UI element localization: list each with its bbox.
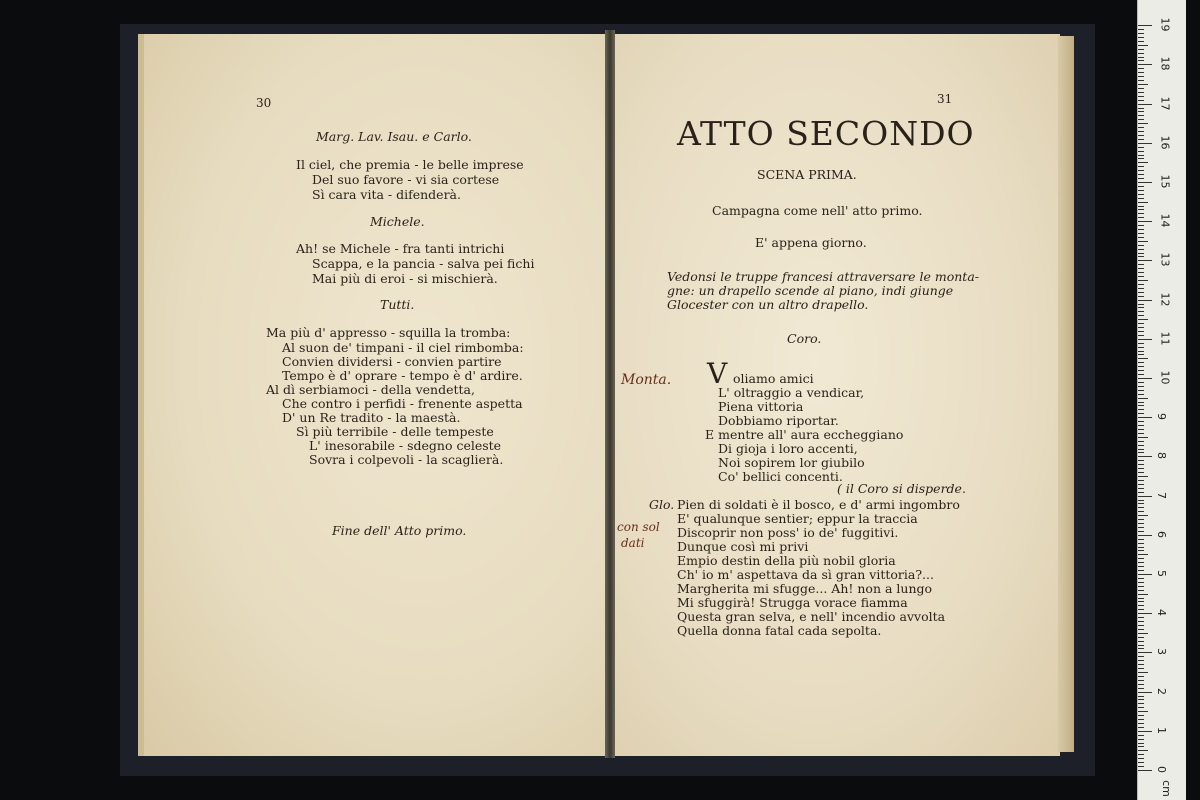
- ruler-tick: [1138, 613, 1152, 614]
- ruler-tick: [1138, 633, 1148, 634]
- verse-line: Co' bellici concenti.: [718, 469, 843, 484]
- ruler-number: 3: [1155, 648, 1168, 656]
- ruler-tick: [1138, 300, 1152, 301]
- ruler-tick: [1138, 33, 1144, 34]
- ruler-tick: [1138, 366, 1144, 367]
- ruler-tick: [1138, 605, 1144, 606]
- ruler-tick: [1138, 96, 1144, 97]
- ruler-tick: [1138, 104, 1152, 105]
- ruler-tick: [1138, 680, 1144, 681]
- ruler-tick: [1138, 594, 1148, 595]
- ruler-tick: [1138, 123, 1148, 124]
- verse-line: Di gioja i loro accenti,: [718, 441, 858, 456]
- ruler-tick: [1138, 327, 1144, 328]
- ruler-number: 17: [1158, 96, 1172, 111]
- speaker-heading: Tutti.: [380, 297, 415, 312]
- ruler-tick: [1138, 158, 1144, 159]
- ruler-number: 13: [1158, 252, 1172, 267]
- verse-line: Quella donna fatal cada sepolta.: [677, 623, 882, 638]
- ruler-tick: [1138, 754, 1144, 755]
- ruler-tick: [1138, 598, 1144, 599]
- ruler-tick: [1138, 343, 1144, 344]
- verse-line: Empio destin della più nobil gloria: [677, 553, 896, 568]
- speaker-heading: Marg. Lav. Isau. e Carlo.: [316, 129, 472, 144]
- ruler-tick: [1138, 268, 1144, 269]
- ruler-tick: [1138, 190, 1144, 191]
- ruler-tick: [1138, 253, 1144, 254]
- ruler-tick: [1138, 688, 1144, 689]
- ruler-tick: [1138, 696, 1144, 697]
- ruler-tick: [1138, 256, 1144, 257]
- ruler-tick: [1138, 370, 1144, 371]
- ruler-tick: [1138, 566, 1144, 567]
- ruler-tick: [1138, 519, 1144, 520]
- ruler-tick: [1138, 676, 1144, 677]
- handwritten-note: Monta.: [621, 372, 672, 388]
- ruler-tick: [1138, 45, 1148, 46]
- measuring-ruler: [1137, 0, 1186, 800]
- ruler-number: 5: [1155, 570, 1168, 577]
- ruler-tick: [1138, 437, 1148, 438]
- ruler-tick: [1138, 668, 1144, 669]
- ruler-tick: [1138, 182, 1152, 183]
- ruler-tick: [1138, 304, 1144, 305]
- verse-line: Sovra i colpevoli - la scaglierà.: [309, 452, 504, 467]
- verse-line: Margherita mi sfugge... Ah! non a lungo: [677, 581, 933, 596]
- verse-line: Del suo favore - vi sia cortese: [312, 172, 500, 187]
- handwritten-note: dati: [621, 536, 645, 550]
- ruler-tick: [1138, 527, 1144, 528]
- ruler-tick: [1138, 484, 1144, 485]
- ruler-number: 8: [1155, 452, 1168, 460]
- ruler-number: 2: [1155, 687, 1168, 695]
- ruler-tick: [1138, 766, 1144, 767]
- ruler-tick: [1138, 382, 1144, 383]
- ruler-tick: [1138, 539, 1144, 540]
- ruler-tick: [1138, 241, 1148, 242]
- verse-line: oliamo amici: [733, 371, 814, 386]
- ruler-tick: [1138, 558, 1144, 559]
- ruler-tick: [1138, 229, 1144, 230]
- ruler-tick: [1138, 41, 1144, 42]
- ruler-tick: [1138, 194, 1144, 195]
- ruler-tick: [1138, 445, 1144, 446]
- ruler-tick: [1138, 672, 1148, 673]
- ruler-tick: [1138, 115, 1144, 116]
- ruler-tick: [1138, 221, 1152, 222]
- ruler-tick: [1138, 57, 1144, 58]
- ruler-tick: [1138, 358, 1148, 359]
- handwritten-note: con sol: [617, 520, 660, 534]
- ruler-tick: [1138, 425, 1144, 426]
- verse-line: Scappa, e la pancia - salva pei fichi: [312, 256, 535, 271]
- left-page: [138, 34, 608, 756]
- ruler-tick: [1138, 233, 1144, 234]
- ruler-tick: [1138, 264, 1144, 265]
- ruler-tick: [1138, 155, 1144, 156]
- ruler-tick: [1138, 296, 1144, 297]
- verse-line: Ah! se Michele - fra tanti intrichi: [296, 241, 505, 256]
- ruler-tick: [1138, 347, 1144, 348]
- verse-line: Sì più terribile - delle tempeste: [296, 424, 494, 439]
- ruler-tick: [1138, 323, 1144, 324]
- ruler-tick: [1138, 488, 1144, 489]
- act-end-text: Fine dell' Atto primo.: [332, 523, 467, 538]
- ruler-tick: [1138, 507, 1144, 508]
- ruler-tick: [1138, 617, 1144, 618]
- ruler-number: 6: [1155, 530, 1168, 538]
- ruler-tick: [1138, 315, 1144, 316]
- page-edges: [1058, 36, 1074, 752]
- ruler-tick: [1138, 225, 1144, 226]
- verse-line: Piena vittoria: [718, 399, 804, 414]
- ruler-tick: [1138, 625, 1144, 626]
- ruler-tick: [1138, 351, 1144, 352]
- right-page: [615, 34, 1060, 756]
- ruler-tick: [1138, 421, 1144, 422]
- ruler-number: 11: [1158, 331, 1172, 346]
- verse-line: Dunque così mi privi: [677, 539, 809, 554]
- ruler-tick: [1138, 535, 1152, 536]
- ruler-tick: [1138, 660, 1144, 661]
- ruler-tick: [1138, 727, 1144, 728]
- ruler-number: 16: [1158, 135, 1172, 150]
- ruler-tick: [1138, 374, 1144, 375]
- ruler-tick: [1138, 578, 1144, 579]
- verse-line: Il ciel, che premia - le belle imprese: [296, 157, 524, 172]
- ruler-number: 1: [1155, 726, 1168, 734]
- ruler-tick: [1138, 547, 1144, 548]
- ruler-tick: [1138, 429, 1144, 430]
- ruler-tick: [1138, 629, 1144, 630]
- ruler-tick: [1138, 162, 1148, 163]
- ruler-tick: [1138, 503, 1144, 504]
- ruler-tick: [1138, 562, 1144, 563]
- ruler-tick: [1138, 53, 1144, 54]
- ruler-tick: [1138, 111, 1144, 112]
- ruler-tick: [1138, 405, 1144, 406]
- ruler-tick: [1138, 645, 1144, 646]
- ruler-tick: [1138, 378, 1152, 379]
- ruler-tick: [1138, 452, 1144, 453]
- verse-line: Convien dividersi - convien partire: [282, 354, 502, 369]
- ruler-tick: [1138, 245, 1144, 246]
- ruler-tick: [1138, 496, 1152, 497]
- ruler-tick: [1138, 460, 1144, 461]
- chorus-heading: Coro.: [787, 331, 822, 346]
- ruler-tick: [1138, 25, 1152, 26]
- verse-line: L' inesorabile - sdegno celeste: [309, 438, 502, 453]
- ruler-number: 10: [1158, 370, 1172, 385]
- ruler-tick: [1138, 746, 1144, 747]
- ruler-tick: [1138, 139, 1144, 140]
- ruler-tick: [1138, 127, 1144, 128]
- ruler-tick: [1138, 570, 1144, 571]
- verse-line: Discoprir non poss' io de' fuggitivi.: [677, 525, 899, 540]
- ruler-tick: [1138, 170, 1144, 171]
- scene-heading: SCENA PRIMA.: [757, 167, 857, 182]
- ruler-tick: [1138, 468, 1144, 469]
- verse-line: Tempo è d' oprare - tempo è d' ardire.: [282, 368, 523, 383]
- ruler-tick: [1138, 515, 1148, 516]
- ruler-tick: [1138, 417, 1152, 418]
- ruler-tick: [1138, 586, 1144, 587]
- ruler-tick: [1138, 664, 1144, 665]
- ruler-tick: [1138, 335, 1144, 336]
- ruler-tick: [1138, 394, 1144, 395]
- ruler-tick: [1138, 641, 1144, 642]
- ruler-tick: [1138, 390, 1144, 391]
- ruler-tick: [1138, 272, 1144, 273]
- ruler-tick: [1138, 198, 1144, 199]
- verse-line: Dobbiamo riportar.: [718, 413, 839, 428]
- ruler-tick: [1138, 550, 1144, 551]
- ruler-tick: [1138, 699, 1144, 700]
- ruler-tick: [1138, 601, 1144, 602]
- ruler-number: 0: [1155, 766, 1168, 773]
- ruler-number: 9: [1155, 413, 1168, 421]
- ruler-number: 19: [1158, 17, 1172, 32]
- ruler-tick: [1138, 119, 1144, 120]
- ruler-tick: [1138, 60, 1144, 61]
- ruler-tick: [1138, 715, 1144, 716]
- ruler-tick: [1138, 711, 1148, 712]
- ruler-tick: [1138, 723, 1144, 724]
- stage-direction: gne: un drapello scende al piano, indi giunge: [667, 283, 954, 298]
- ruler-tick: [1138, 178, 1144, 179]
- ruler-tick: [1138, 76, 1144, 77]
- ruler-number: 15: [1158, 174, 1172, 189]
- verse-line: Ma più d' appresso - squilla la tromba:: [266, 325, 511, 340]
- ruler-tick: [1138, 719, 1144, 720]
- ruler-tick: [1138, 209, 1144, 210]
- ruler-tick: [1138, 703, 1144, 704]
- ruler-tick: [1138, 280, 1148, 281]
- ruler-tick: [1138, 735, 1144, 736]
- ruler-tick: [1138, 37, 1144, 38]
- verse-line: E mentre all' aura eccheggiano: [705, 427, 904, 442]
- ruler-tick: [1138, 386, 1144, 387]
- ruler-tick: [1138, 621, 1144, 622]
- ruler-tick: [1138, 108, 1144, 109]
- ruler-tick: [1138, 609, 1144, 610]
- ruler-tick: [1138, 758, 1144, 759]
- ruler-tick: [1138, 92, 1144, 93]
- ruler-tick: [1138, 476, 1148, 477]
- ruler-tick: [1138, 166, 1144, 167]
- ruler-tick: [1138, 288, 1144, 289]
- ruler-tick: [1138, 84, 1148, 85]
- ruler-tick: [1138, 151, 1144, 152]
- ruler-tick: [1138, 743, 1144, 744]
- ruler-tick: [1138, 770, 1152, 771]
- ruler-tick: [1138, 413, 1144, 414]
- ruler-tick: [1138, 500, 1144, 501]
- verse-line: Mi sfuggirà! Strugga vorace fiamma: [677, 595, 908, 610]
- verse-line: Noi sopirem lor giubilo: [718, 455, 865, 470]
- verse-line: Sì cara vita - difenderà.: [312, 187, 461, 202]
- ruler-tick: [1138, 523, 1144, 524]
- ruler-tick: [1138, 456, 1152, 457]
- verse-line: E' qualunque sentier; eppur la traccia: [677, 511, 918, 526]
- ruler-tick: [1138, 49, 1144, 50]
- ruler-tick: [1138, 319, 1148, 320]
- ruler-tick: [1138, 656, 1144, 657]
- ruler-tick: [1138, 64, 1152, 65]
- page-number: 31: [937, 92, 953, 106]
- ruler-tick: [1138, 292, 1144, 293]
- ruler-tick: [1138, 311, 1144, 312]
- stage-direction: ( il Coro si disperde.: [837, 481, 966, 496]
- ruler-tick: [1138, 260, 1152, 261]
- ruler-tick: [1138, 464, 1144, 465]
- ruler-tick: [1138, 648, 1144, 649]
- ruler-tick: [1138, 531, 1144, 532]
- stage-direction: Vedonsi le truppe francesi attraversare le monta-: [667, 269, 979, 284]
- ruler-tick: [1138, 492, 1144, 493]
- ruler-tick: [1138, 339, 1152, 340]
- speaker-label: Glo.: [649, 497, 675, 512]
- ruler-tick: [1138, 354, 1144, 355]
- verse-line: Mai più di eroi - si mischierà.: [312, 271, 498, 286]
- ruler-tick: [1138, 480, 1144, 481]
- setting-line: E' appena giorno.: [755, 235, 867, 250]
- ruler-tick: [1138, 472, 1144, 473]
- ruler-tick: [1138, 402, 1144, 403]
- ruler-tick: [1138, 543, 1144, 544]
- ruler-tick: [1138, 731, 1152, 732]
- ruler-tick: [1138, 762, 1144, 763]
- ruler-number: 18: [1158, 56, 1172, 71]
- ruler-tick: [1138, 362, 1144, 363]
- ruler-tick: [1138, 131, 1144, 132]
- ruler-unit: cm: [1159, 780, 1173, 797]
- verse-line: Al suon de' timpani - il ciel rimbomba:: [282, 340, 524, 355]
- ruler-tick: [1138, 590, 1144, 591]
- stage-direction: Glocester con un altro drapello.: [667, 297, 869, 312]
- ruler-tick: [1138, 206, 1144, 207]
- ruler-tick: [1138, 213, 1144, 214]
- book-spine: [605, 30, 615, 758]
- ruler-tick: [1138, 652, 1152, 653]
- ruler-tick: [1138, 72, 1144, 73]
- ruler-number: 12: [1158, 292, 1172, 307]
- ruler-tick: [1138, 409, 1144, 410]
- ruler-tick: [1138, 511, 1144, 512]
- ruler-tick: [1138, 147, 1144, 148]
- ruler-tick: [1138, 237, 1144, 238]
- ruler-tick: [1138, 186, 1144, 187]
- verse-line: L' oltraggio a vendicar,: [718, 385, 865, 400]
- ruler-tick: [1138, 441, 1144, 442]
- ruler-tick: [1138, 637, 1144, 638]
- act-title: ATTO SECONDO: [677, 114, 975, 153]
- ruler-tick: [1138, 29, 1144, 30]
- verse-line: Pien di soldati è il bosco, e d' armi ingombro: [677, 497, 960, 512]
- ruler-tick: [1138, 217, 1144, 218]
- drop-cap: V: [707, 357, 728, 390]
- setting-line: Campagna come nell' atto primo.: [712, 203, 923, 218]
- ruler-tick: [1138, 449, 1144, 450]
- ruler-tick: [1138, 135, 1144, 136]
- ruler-tick: [1138, 284, 1144, 285]
- ruler-tick: [1138, 100, 1144, 101]
- ruler-tick: [1138, 433, 1144, 434]
- ruler-tick: [1138, 692, 1152, 693]
- ruler-tick: [1138, 582, 1144, 583]
- ruler-number: 4: [1155, 609, 1168, 617]
- ruler-tick: [1138, 68, 1144, 69]
- verse-line: Ch' io m' aspettava da sì gran vittoria?...: [677, 567, 934, 582]
- ruler-tick: [1138, 307, 1144, 308]
- ruler-tick: [1138, 398, 1148, 399]
- verse-line: Che contro i perfidi - frenente aspetta: [282, 396, 523, 411]
- ruler-tick: [1138, 80, 1144, 81]
- ruler-tick: [1138, 143, 1152, 144]
- ruler-tick: [1138, 707, 1144, 708]
- verse-line: Al dì serbiamoci - della vendetta,: [266, 382, 475, 397]
- ruler-tick: [1138, 88, 1144, 89]
- ruler-tick: [1138, 574, 1152, 575]
- ruler-tick: [1138, 249, 1144, 250]
- ruler-tick: [1138, 739, 1144, 740]
- ruler-tick: [1138, 276, 1144, 277]
- ruler-tick: [1138, 331, 1144, 332]
- ruler-tick: [1138, 684, 1144, 685]
- ruler-tick: [1138, 750, 1148, 751]
- ruler-tick: [1138, 202, 1148, 203]
- verse-line: D' un Re tradito - la maestà.: [282, 410, 461, 425]
- ruler-number: 7: [1155, 491, 1168, 499]
- page-number: 30: [256, 96, 272, 110]
- ruler-tick: [1138, 554, 1148, 555]
- speaker-heading: Michele.: [370, 214, 425, 229]
- verse-line: Questa gran selva, e nell' incendio avvolta: [677, 609, 946, 624]
- ruler-number: 14: [1158, 213, 1172, 228]
- ruler-tick: [1138, 174, 1144, 175]
